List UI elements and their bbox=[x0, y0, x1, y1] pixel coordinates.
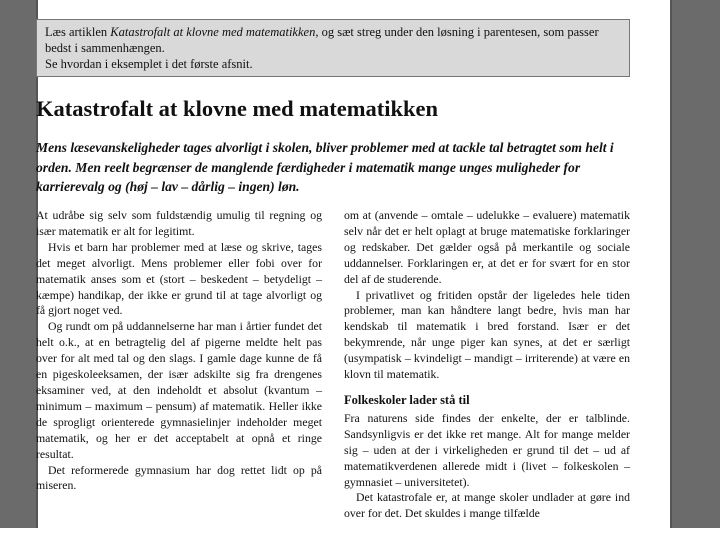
article-lead: Mens læsevanskeligheder tages alvorligt i skolen, bliver problemer med at tackle tal betragtet som helt i orden. Men reelt begrænser de manglende færdigheder i matematik mange unges muligheder for karrierevalg og (høj – lav – dårlig – ingen) løn. bbox=[36, 140, 614, 194]
paragraph: Det katastrofale er, at mange skoler undlader at gøre ind over for det. Det skuldes i mange tilfælde bbox=[344, 490, 630, 521]
bottom-margin bbox=[0, 528, 720, 540]
paragraph: Og rundt om på uddannelserne har man i årtier fundet det helt o.k., at en betragtelig del af pigerne meldte helt pas over for alt med tal og den slags. I gamle dage kunne de få en pigeskoleeksamen, der især adskilte sig fra drengenes eksaminer ved, at den indeholdt et absolut (kvantum – minimum – maximum – pensum) af matematik. Heller ikke de sprogligt orienterede gymnasielinjer indeholder meget matematik, og her er det acceptabelt at opnå et ringe resultat. bbox=[36, 319, 322, 461]
paragraph: I privatlivet og fritiden opstår der ligeledes hele tiden problemer, man kan håndtere langt bedre, hvis man har kendskab til matematik i bred forstand. Især er det bekymrende, når unge piger kan synes, at det er særligt (usympatisk – kvindeligt – mandigt – irriterende) at være en klovn til matematik. bbox=[344, 287, 630, 382]
instruction-box bbox=[36, 19, 630, 77]
paragraph: Hvis et barn har problemer med at læse og skrive, tages det meget alvorligt. Mens problemer eller fobi over for matematik anses som et (stort – beskedent – betydeligt – kæmpe) handikap, der ikke er grund til at tage alvorligt og få gjort noget ved. bbox=[36, 239, 322, 318]
paragraph: Fra naturens side findes der enkelte, der er talblinde. Sandsynligvis er det ikke ret mange. Alt for mange melder sig – uden at der i virkeligheden er grund til det – ud af matematikverdenen allerede midt i (livet – folkeskolen – gymnasiet – universitetet). bbox=[344, 410, 630, 489]
paragraph: Det reformerede gymnasium har dog rettet lidt op på miseren. bbox=[36, 462, 322, 493]
instruction-line-1 bbox=[45, 24, 621, 56]
article-column-right bbox=[344, 208, 630, 522]
section-heading: Folkeskoler lader stå til bbox=[344, 392, 470, 407]
paragraph: om at (anvende – omtale – udelukke – evaluere) matematik selv når det er helt oplagt at bruge matematiske forklaringer og redskaber. Det gælder også på merkantile og sociale uddannelser. Forklaringen er, at det er for svært for en stor del af de studerende. bbox=[344, 208, 630, 286]
paragraph: At udråbe sig selv som fuldstændig umulig til regning og især matematik er alt for legitimt. bbox=[36, 208, 322, 238]
instruction-line-2: Se hvordan i eksemplet i det første afsnit. bbox=[45, 57, 253, 71]
right-margin bbox=[673, 0, 720, 540]
instruction-text: Læs artiklen bbox=[45, 25, 111, 39]
instruction-article-title: Katastrofalt at klovne med matematikken bbox=[110, 25, 316, 39]
instruction-text-cont: , og sæt streg under den løsning i parentesen, som passer bedst i sammenhængen. bbox=[45, 25, 599, 55]
left-margin bbox=[0, 0, 14, 540]
article-title: Katastrofalt at klovne med matematikken bbox=[36, 96, 439, 121]
article-column-left bbox=[36, 208, 322, 494]
